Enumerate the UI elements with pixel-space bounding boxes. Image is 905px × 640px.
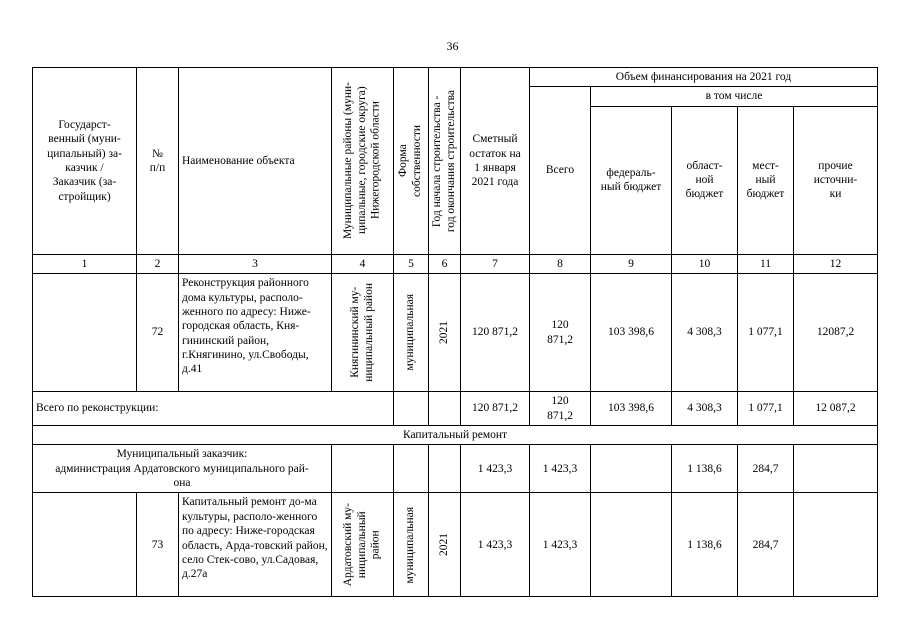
total-recon-empty [332, 392, 394, 426]
col-number: 11 [738, 254, 794, 273]
row73-ownership: муниципальная [404, 506, 417, 584]
customer-ardatov-other [794, 445, 878, 493]
customer-ardatov-regional: 1 138,6 [672, 445, 738, 493]
col-number: 8 [530, 254, 591, 273]
total-recon-federal: 103 398,6 [591, 392, 672, 426]
customer-ardatov-total: 1 423,3 [530, 445, 591, 493]
row72-num: 72 [137, 274, 179, 392]
header-districts: Муниципальные районы (муни- ципальные, городские округа) Нижегородской области [341, 82, 382, 240]
header-num: № п/п [137, 68, 179, 255]
header-federal: федераль- ный бюджет [591, 106, 672, 254]
section-capital-row [33, 425, 878, 444]
row73-other [794, 493, 878, 597]
row72-customer [33, 274, 137, 392]
header-years: Год начала строительства - год окончания строительства [430, 89, 457, 232]
total-recon-label: Всего по реконструкции: [33, 392, 332, 426]
row73-customer [33, 493, 137, 597]
col-number: 6 [429, 254, 461, 273]
col-number: 4 [332, 254, 394, 273]
row72-ownership: муниципальная [404, 294, 417, 371]
customer-ardatov-balance: 1 423,3 [461, 445, 530, 493]
row73-num: 73 [137, 493, 179, 597]
total-recon-other: 12 087,2 [794, 392, 878, 426]
header-districts-cell [332, 68, 394, 255]
row73-district-cell [332, 493, 394, 597]
header-balance: Сметный остаток на 1 января 2021 года [461, 68, 530, 255]
row72-balance: 120 871,2 [461, 274, 530, 392]
col-number: 3 [179, 254, 332, 273]
customer-ardatov-label: Муниципальный заказчик: администрация Ардатовского муниципального рай- она [33, 445, 332, 493]
row73-ownership-cell [394, 493, 429, 597]
header-years-cell [429, 68, 461, 255]
row72-federal: 103 398,6 [591, 274, 672, 392]
section-capital-repair: Капитальный ремонт [33, 425, 878, 444]
customer-ardatov-empty [394, 445, 429, 493]
row73-name: Капитальный ремонт до-ма культуры, располо-женного по адресу: Ниже-городская область, Арда-товский район, село Стек-сово, ул.Садовая, д.27а [179, 493, 332, 597]
row72-regional: 4 308,3 [672, 274, 738, 392]
col-number: 9 [591, 254, 672, 273]
row72-local: 1 077,1 [738, 274, 794, 392]
total-recon-total: 120 871,2 [530, 392, 591, 426]
column-numbers-row [33, 254, 878, 273]
row72-ownership-cell [394, 274, 429, 392]
customer-ardatov-empty [332, 445, 394, 493]
row72-district: Княгининский му- ниципальный район [348, 283, 375, 383]
row72-year: 2021 [437, 321, 450, 345]
customer-ardatov-federal [591, 445, 672, 493]
total-recon-empty [394, 392, 429, 426]
header-object-name: Наименование объекта [179, 68, 332, 255]
total-recon-balance: 120 871,2 [461, 392, 530, 426]
header-including: в том числе [591, 87, 878, 106]
col-number: 10 [672, 254, 738, 273]
table-row-72 [33, 274, 878, 392]
total-reconstruction-row [33, 392, 878, 426]
col-number: 7 [461, 254, 530, 273]
total-recon-regional: 4 308,3 [672, 392, 738, 426]
header-ownership: Форма собственности [397, 124, 423, 197]
header-total: Всего [530, 87, 591, 254]
row73-regional: 1 138,6 [672, 493, 738, 597]
row72-name: Реконструкция районного дома культуры, располо-женного по адресу: Ниже-городская область, Кня-гининский район, г.Княгинино, ул.Свободы, д.41 [179, 274, 332, 392]
customer-ardatov-local: 284,7 [738, 445, 794, 493]
header-other: прочие источни- ки [794, 106, 878, 254]
row72-district-cell [332, 274, 394, 392]
row73-total: 1 423,3 [530, 493, 591, 597]
col-number: 12 [794, 254, 878, 273]
header-ownership-cell [394, 68, 429, 255]
row73-balance: 1 423,3 [461, 493, 530, 597]
header-local: мест- ный бюджет [738, 106, 794, 254]
header-regional: област- ной бюджет [672, 106, 738, 254]
col-number: 1 [33, 254, 137, 273]
customer-ardatov-empty [429, 445, 461, 493]
row73-federal [591, 493, 672, 597]
row73-district: Ардатовский му- ниципальный район [341, 503, 382, 587]
row72-year-cell [429, 274, 461, 392]
total-recon-empty [429, 392, 461, 426]
financing-table [32, 67, 878, 597]
header-customer: Государст- венный (муни- ципальный) за- казчик / Заказчик (за- стройщик) [33, 68, 137, 255]
customer-ardatov-row [33, 445, 878, 493]
table-row-73 [33, 493, 878, 597]
page-number: 36 [446, 39, 459, 53]
row73-local: 284,7 [738, 493, 794, 597]
total-recon-local: 1 077,1 [738, 392, 794, 426]
row72-other: 12087,2 [794, 274, 878, 392]
col-number: 5 [394, 254, 429, 273]
header-funding-title: Объем финансирования на 2021 год [530, 68, 878, 87]
row73-year-cell [429, 493, 461, 597]
col-number: 2 [137, 254, 179, 273]
row73-year: 2021 [437, 533, 450, 557]
row72-total: 120 871,2 [530, 274, 591, 392]
header-row-1 [33, 68, 878, 87]
